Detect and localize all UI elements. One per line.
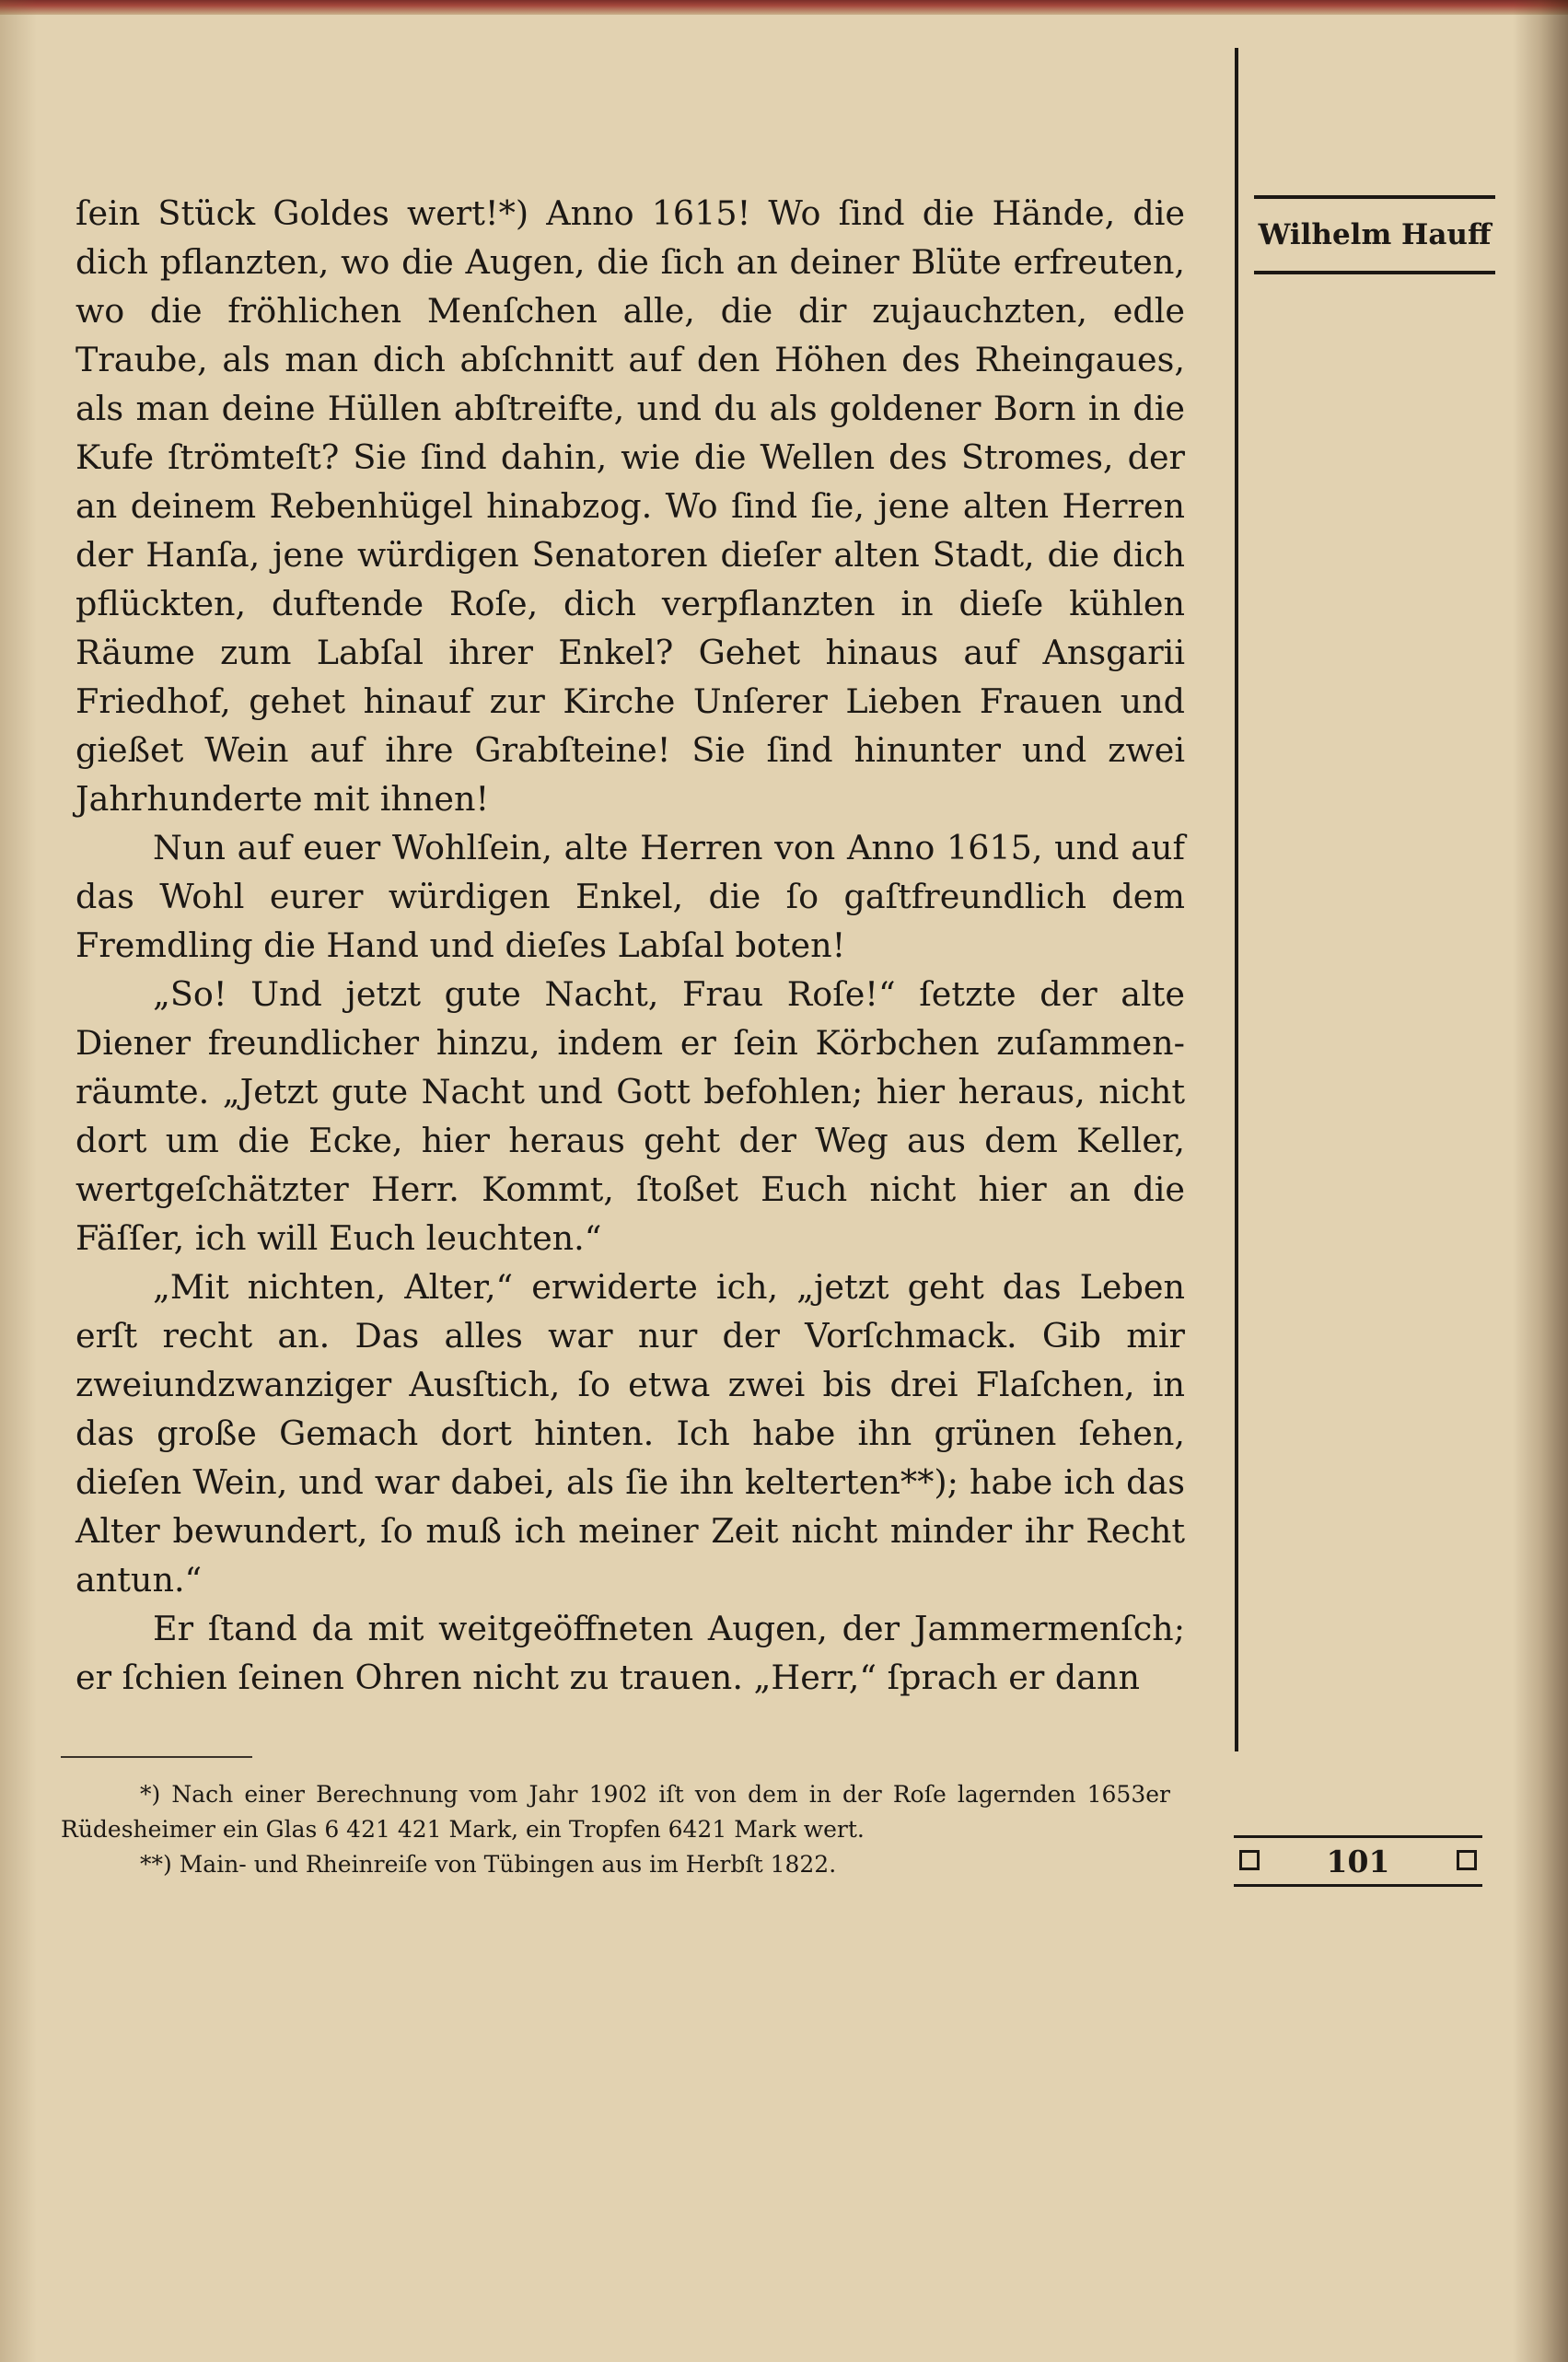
paragraph: „So! Und jetzt gute Nacht, Frau Roſe!“ ſetzte der alte Diener freundlicher hinzu, indem er ſein Körbchen zuſammenräumte. „Jetzt gute Nacht und Gott befohlen; hier heraus, nicht dort um die Ecke, hier heraus geht der Weg aus dem Keller, wertgeſchätzter Herr. Kommt, ſtoßet Euch nicht hier an die Fäſſer, ich will Euch leuchten.“ xyxy=(75,974,1185,1258)
footnotes xyxy=(61,1777,1170,1882)
paragraph: Er ſtand da mit weitgeöffneten Augen, der Jammermenſch; er ſchien ſeinen Ohren nicht zu trauen. „Herr,“ ſprach er dann xyxy=(75,1609,1185,1697)
author-name: Wilhelm Hauff xyxy=(1258,218,1492,251)
paragraph: „Mit nichten, Alter,“ erwiderte ich, „jetzt geht das Leben erſt recht an. Das alles war nur der Vorſchmack. Gib mir zweiundzwanziger Ausſtich, ſo etwa zwei bis drei Flaſchen, in das große Gemach dort hinten. Ich habe ihn grünen ſehen, dieſen Wein, und war dabei, als ſie ihn kelterten**); habe ich das Alter bewundert, ſo muß ich meiner Zeit nicht minder ihr Recht antun.“ xyxy=(75,1267,1185,1600)
page-shadow-left xyxy=(0,0,37,2362)
column-divider xyxy=(1235,48,1238,1751)
footnote-divider xyxy=(61,1756,252,1758)
running-header xyxy=(1254,195,1495,274)
main-text-column xyxy=(75,189,1185,1702)
footnote: *) Nach einer Berechnung vom Jahr 1902 iſt von dem in der Roſe lagernden 1653er Rüdesheimer ein Glas 6 421 421 Mark, ein Tropfen 6421 Mark wert. xyxy=(61,1781,1170,1843)
square-ornament-icon xyxy=(1457,1850,1477,1870)
page-number-block xyxy=(1234,1835,1482,1887)
page-number: 101 xyxy=(1326,1844,1390,1879)
binding-edge xyxy=(0,0,1568,15)
page-edge-right xyxy=(1513,0,1568,2362)
paragraph: ſein Stück Goldes wert!*) Anno 1615! Wo ſind die Hände, die dich pflanzten, wo die Augen, die ſich an deiner Blüte erfreuten, wo die fröhlichen Menſchen alle, die dir zujauchzten, edle Traube, als man dich abſchnitt auf den Höhen des Rheingaues, als man deine Hüllen abſtreifte, und du als goldener Born in die Kufe ſtrömteſt? Sie ſind dahin, wie die Wellen des Stromes, der an deinem Rebenhügel hinabzog. Wo ſind ſie, jene alten Herren der Hanſa, jene würdigen Senatoren dieſer alten Stadt, die dich pflückten, duftende Roſe, dich verpflanzten in dieſe kühlen Räume zum Labſal ihrer Enkel? Gehet hinaus auf Ansgarii Friedhof, gehet hinauf zur Kirche Unſerer Lieben Frauen und gießet Wein auf ihre Grabſteine! Sie ſind hinunter und zwei Jahrhunderte mit ihnen! xyxy=(75,193,1185,819)
paragraph: Nun auf euer Wohlſein, alte Herren von Anno 1615, und auf das Wohl eurer würdigen Enkel, die ſo gaſtfreundlich dem Fremdling die Hand und dieſes Labſal boten! xyxy=(75,828,1185,965)
footnote: **) Main- und Rheinreiſe von Tübingen aus im Herbſt 1822. xyxy=(140,1851,837,1878)
